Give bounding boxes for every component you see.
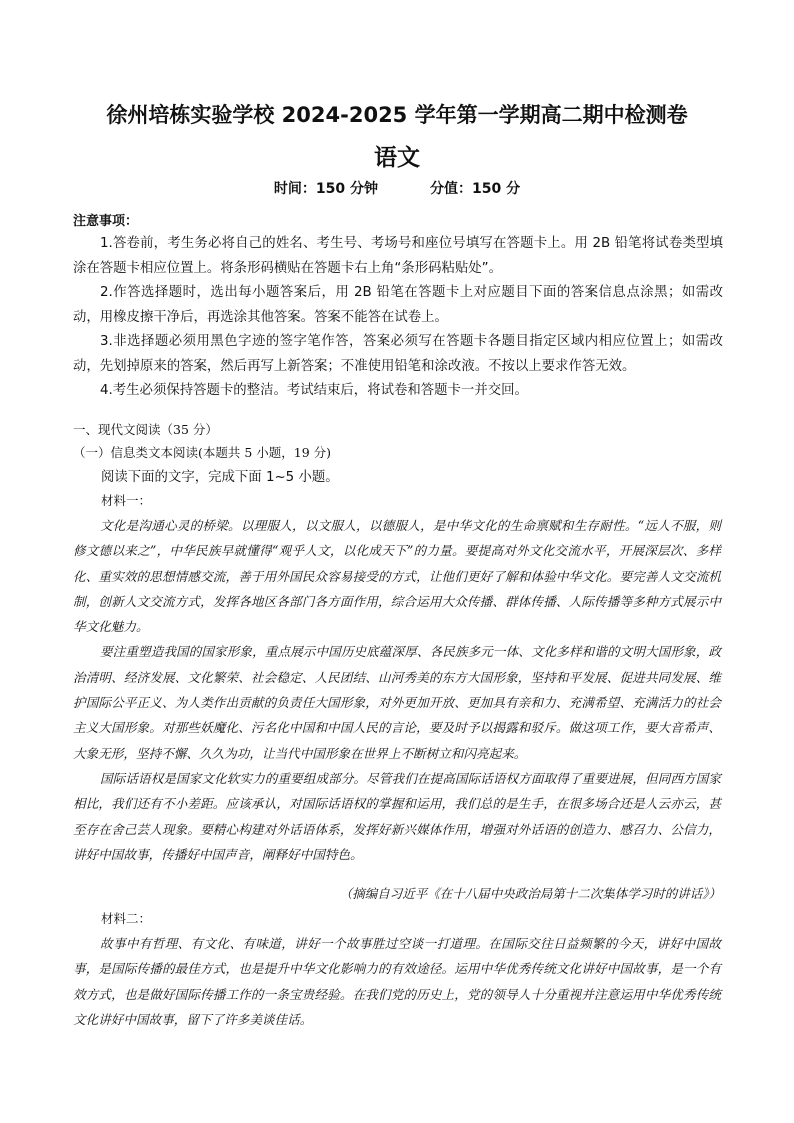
notice-heading: 注意事项： <box>73 214 139 229</box>
section-heading: 一、现代文阅读（35 分） <box>73 422 218 437</box>
exam-score: 分值：150 分 <box>430 181 521 197</box>
notice-item: 2.作答选择题时，选出每小题答案后，用 2B 铅笔在答题卡上对应题目下面的答案信息点涂黑；如需改动，用橡皮擦干净后，再选涂其他答案。答案不能答在试卷上。 <box>73 285 723 325</box>
material-one-label: 材料一： <box>101 493 152 508</box>
paragraph: 故事中有哲理、有文化、有味道，讲好一个故事胜过空谈一打道理。在国际交往日益频繁的今天，讲好中国故事，是国际传播的最佳方式，也是提升中华文化影响力的有效途径。运用中华优秀传统文化讲好中国故事，是一个有效方式，也是做好国际传播工作的一条宝贵经验。在我们党的历史上，党的领导人十分重视并注意运用中华优秀传统文化讲好中国故事，留下了许多美谈佳话。 <box>73 936 721 1027</box>
material-two-text <box>73 931 721 1032</box>
notice-item: 1.答卷前，考生务必将自己的姓名、考生号、考场号和座位号填写在答题卡上。用 2B 铅笔将试卷类型填涂在答题卡相应位置上。将条形码横贴在答题卡右上角“条形码粘贴处”。 <box>73 236 723 276</box>
exam-title: 徐州培栋实验学校 2024-2025 学年第一学期高二期中检测卷 <box>106 103 688 127</box>
time-score-line <box>0 178 794 198</box>
material-one-text <box>73 513 721 867</box>
paragraph: 文化是沟通心灵的桥梁。以理服人，以文服人，以德服人，是中华文化的生命禀赋和生存耐性。“远人不服，则修文德以来之”，中华民族早就懂得“观乎人文，以化成天下”的力量。要提高对外文化交流水平，开展深层次、多样化、重实效的思想情感交流，善于用外国民众容易接受的方式，让他们更好了解和体验中华文化。要完善人文交流机制，创新人文交流方式，发挥各地区各部门各方面作用，综合运用大众传播、群体传播、人际传播等多种方式展示中华文化魅力。 <box>73 518 721 635</box>
paragraph: 要注重塑造我国的国家形象，重点展示中国历史底蕴深厚、各民族多元一体、文化多样和谐的文明大国形象，政治清明、经济发展、文化繁荣、社会稳定、人民团结、山河秀美的东方大国形象，坚持和平发展、促进共同发展、维护国际公平正义、为人类作出贡献的负责任大国形象，对外更加开放、更加具有亲和力、充满希望、充满活力的社会主义大国形象。对那些妖魔化、污名化中国和中国人民的言论，要及时予以揭露和驳斥。做这项工作，要大音希声、大象无形，坚持不懈、久久为功，让当代中国形象在世界上不断树立和闪亮起来。 <box>73 644 721 761</box>
sub-section-heading: （一）信息类文本阅读(本题共 5 小题，19 分) <box>73 445 332 460</box>
material-one-source: （摘编自习近平《在十八届中央政治局第十二次集体学习时的讲话》） <box>339 886 721 901</box>
notice-list <box>73 232 723 404</box>
notice-item: 4.考生必须保持答题卡的整洁。考试结束后，将试卷和答题卡一并交回。 <box>100 383 528 398</box>
reading-instruction: 阅读下面的文字，完成下面 1~5 小题。 <box>101 470 339 485</box>
subject-title: 语文 <box>374 145 420 171</box>
notice-item: 3.非选择题必须用黑色字迹的签字笔作答，答案必须写在答题卡各题目指定区域内相应位置上；如需改动，先划掉原来的答案，然后再写上新答案；不准使用铅笔和涂改液。不按以上要求作答无效。 <box>73 334 723 374</box>
exam-time: 时间：150 分钟 <box>273 181 378 197</box>
material-two-label: 材料二： <box>101 911 152 926</box>
paragraph: 国际话语权是国家文化软实力的重要组成部分。尽管我们在提高国际话语权方面取得了重要进展，但同西方国家相比，我们还有不小差距。应该承认，对国际话语权的掌握和运用，我们总的是生手，在很多场合还是人云亦云，甚至存在舍己芸人现象。要精心构建对外话语体系，发挥好新兴媒体作用，增强对外话语的创造力、感召力、公信力，讲好中国故事，传播好中国声音，阐释好中国特色。 <box>73 770 721 862</box>
